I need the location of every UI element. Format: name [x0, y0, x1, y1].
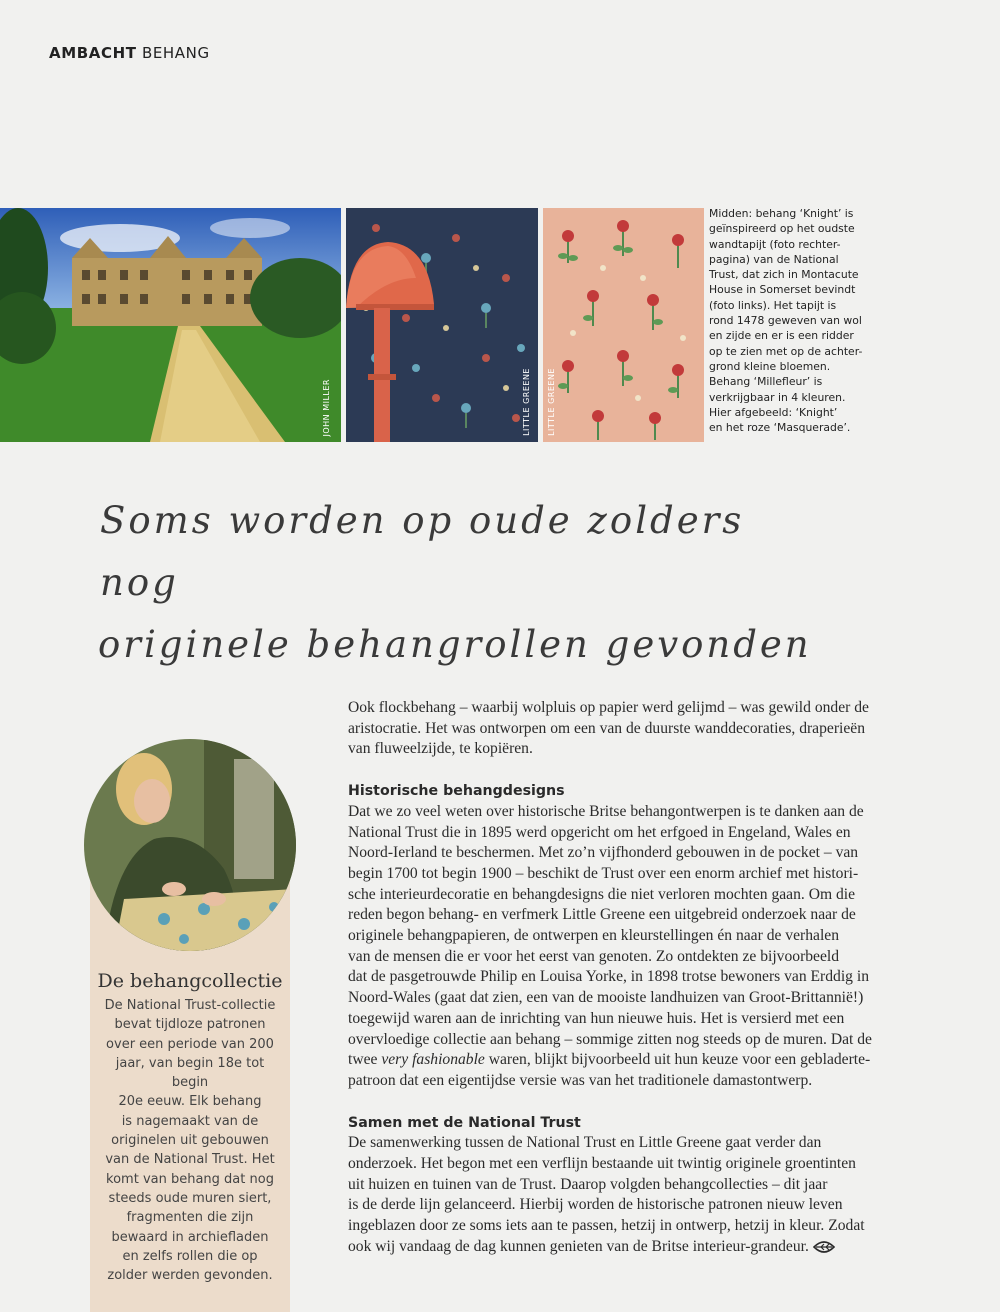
masquerade-wallpaper-photo [543, 208, 704, 442]
sidebar-line: van de National Trust. Het [105, 1152, 275, 1168]
pull-quote [100, 490, 820, 676]
caption-line: en zijde en er is een ridder [709, 329, 854, 343]
sidebar-line: komt van behang dat nog [106, 1171, 274, 1187]
caption-line: Behang ‘Millefleur’ is [709, 375, 823, 389]
caption-line: Midden: behang ‘Knight’ is [709, 207, 854, 220]
caption-line: geïnspireerd op het oudste [709, 222, 855, 236]
section-paragraph: De samenwerking tussen de National Trust en Little Greene gaat verder dan onderzoek. Het begon met een verflijn bestaande uit twintig originele groentinten uit huizen en tuinen van de Trust. Daarop volgden behangcollecties – dit jaar is de derde lijn gelanceerd. Hierbij worden de historische patronen nieuw leven ingeblazen door ze soms iets aan te passen, hetzij in ontwerp, hetzij in kleur. Zodat ook wij vandaag de dag kunnen genieten van de Britse interieur-grandeur. [348, 1133, 878, 1260]
caption-line: en het roze ‘Masquerade’. [709, 421, 851, 435]
sidebar-line: over een periode van 200 [106, 1036, 274, 1052]
section-paragraph: Dat we zo veel weten over historische Britse behangontwerpen is te danken aan de National Trust die in 1895 werd opgericht om het erfgoed in Engeland, Wales en Noord-Ierland te beschermen. Met zo’n vijfhonderd gebouwen in de pocket – van begin 1700 tot begin 1900 – beschikt de Trust over een enorm archief met histori- sche interieurdecoratie en behangdesigns die niet verloren mochten gaan. Om die reden begon behang- en verfmerk Little Greene een uitgebreid onderzoek naar de originele behangpapieren, de ontwerpen en kleurstellingen én naar de verhalen van de mensen die er voor het eerst van genoten. Zo ontdekten ze bijvoorbeeld dat de pasgetrouwde Philip en Louisa Yorke, in 1898 trotse bewoners van Erddig in Noord-Wales (gaat dat zien, een van de mooiste landhuizen van Groot-Brittannië!) toegewijd waren aan de inrichting van hun nieuwe huis. Het is versierd met een overvloedige collectie aan behang – sommige zitten nog steeds op de muren. Dat de twee very fashionable waren, blijkt bijvoorbeeld uit hun keuze voor een gebladerte- patroon dat een eigentijdse versie was van het traditionele damastontwerp. [348, 802, 872, 1089]
montacute-house-photo [0, 208, 341, 442]
photo-credit: LITTLE GREENE [547, 368, 556, 436]
sidebar-line: jaar, van begin 18e tot begin [115, 1055, 265, 1091]
sidebar-text [98, 996, 282, 1285]
caption-line: op te zien met op de achter- [709, 344, 863, 358]
sidebar-line: en zelfs rollen die op [122, 1248, 258, 1264]
caption-line: House in Somerset bevindt [709, 283, 856, 297]
sidebar-line: zolder werden gevonden. [107, 1268, 273, 1284]
sidebar-line: 20e eeuw. Elk behang [118, 1094, 262, 1110]
section-header [49, 44, 210, 62]
caption-line: grond kleine bloemen. [709, 359, 831, 373]
sidebar-title: De behangcollectie [97, 970, 283, 992]
sidebar-line: De National Trust-collectie [104, 998, 276, 1013]
sidebar-line: fragmenten die zijn [126, 1210, 254, 1226]
caption-line: (foto links). Het tapijt is [709, 298, 837, 312]
caption-line: wandtapijt (foto rechter- [709, 237, 841, 251]
section-label: AMBACHT [49, 44, 137, 62]
photo-credit: JOHN MILLER [322, 378, 331, 436]
caption-line: pagina) van de National [709, 252, 839, 266]
photo-credit: LITTLE GREENE [522, 368, 531, 436]
sidebar-line: bewaard in archiefladen [111, 1229, 269, 1245]
designer-portrait [84, 739, 296, 951]
sidebar-line: steeds oude muren siert, [108, 1190, 272, 1206]
topic-label: BEHANG [141, 44, 210, 62]
section-heading: Samen met de National Trust [348, 1114, 581, 1131]
photo-caption [709, 206, 879, 435]
section-heading: Historische behangdesigns [348, 783, 565, 800]
article-body [348, 698, 878, 1261]
sidebar-line: is nagemaakt van de [121, 1113, 259, 1129]
sidebar-line: originelen uit gebouwen [111, 1133, 269, 1149]
caption-line: Trust, dat zich in Montacute [709, 268, 859, 282]
caption-line: verkrijgbaar in 4 kleuren. [709, 390, 846, 404]
sidebar-line: bevat tijdloze patronen [114, 1017, 266, 1033]
leaf-icon [813, 1240, 835, 1261]
knight-wallpaper-photo [346, 208, 538, 442]
pull-quote-line: originele behangrollen gevonden [98, 623, 812, 666]
caption-line: Hier afgebeeld: ‘Knight’ [709, 405, 838, 419]
caption-line: rond 1478 geweven van wol [709, 314, 862, 328]
intro-paragraph: Ook flockbehang – waarbij wolpluis op papier werd gelijmd – was gewild onder de aristocratie. Het was ontworpen om een van de duurste wanddecoraties, draperieën van fluweelzijde, te kopiëren. [348, 699, 869, 758]
pull-quote-line: Soms worden op oude zolders nog [100, 499, 745, 604]
